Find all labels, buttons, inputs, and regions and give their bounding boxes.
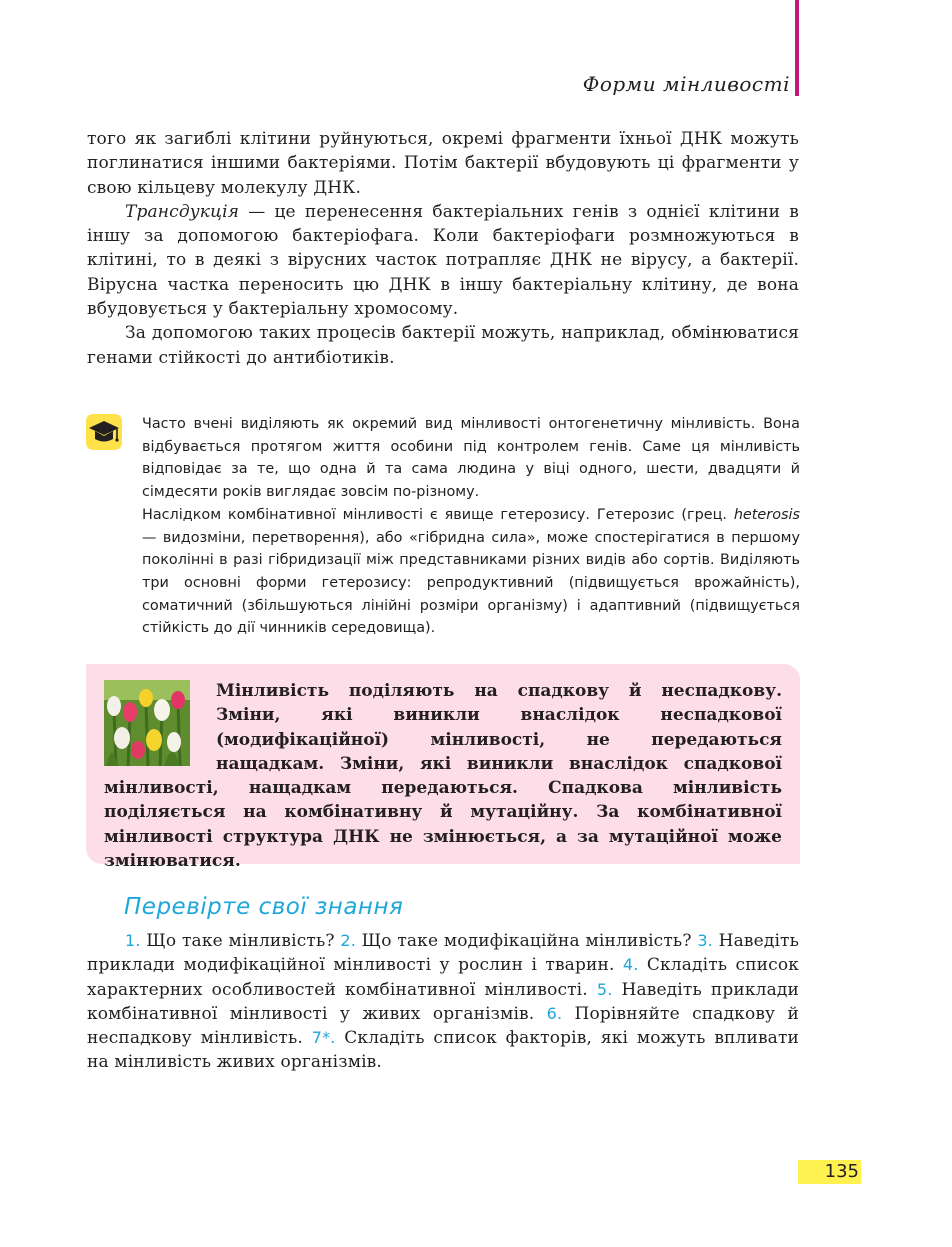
summary-text xyxy=(104,679,782,873)
section-title: Перевірте свої знання xyxy=(124,894,404,920)
question-text: Порівняйте спадкову й неспадкову мінливість. xyxy=(87,1003,799,1049)
side-note xyxy=(142,413,800,640)
question-number: 3. xyxy=(697,931,713,950)
review-questions xyxy=(87,929,799,1075)
question-number: 7*. xyxy=(311,1028,336,1048)
main-text xyxy=(87,127,799,370)
question-text: Складіть список факторів, які можуть впливати на мінливість живих організмів. xyxy=(87,1028,799,1073)
question-number: 5. xyxy=(596,979,613,999)
question-number: 2. xyxy=(340,931,356,950)
question-number: 1. xyxy=(125,931,141,950)
transduction-definition: — це перенесення бактеріальних генів з однієї клітини в іншу за допомогою бактеріофага. Коли бактеріофаги розмножуються в клітині, то в деякі з вірусних часток потрапляє ДНК не вірусу, а бактерії. Вірусна частка переносить цю ДНК в іншу бактеріальну клітину, де вона вбудовується у бактеріальну хромосому. xyxy=(87,201,799,320)
term-transduction: Трансдукція xyxy=(125,201,240,222)
question-text: Складіть список характерних особливостей комбінативної мінливості. xyxy=(87,955,799,1000)
question-text: Наведіть приклади модифікаційної мінливості у рослин і тварин. xyxy=(87,931,799,976)
note-heterosis: Наслідком комбінативної мінливості є явище гетерозису. Гетерозис (грец. heterosis — видозміни, перетворення), або «гібридна сила», може спостерігатися в першому поколінні в разі гібридизації між представниками різних видів або сортів. Виділяють три основні форми гетерозису: репродуктивний (підвищується врожайність), соматичний (збільшуються лінійні розміри організму) і адаптивний (підвищується стійкість до дії чинників середовища). xyxy=(142,506,800,637)
paragraph-continuation: того як загиблі клітини руйнуються, окремі фрагменти їхньої ДНК можуть поглинатися іншими бактеріями. Потім бактерії вбудовують ці фрагменти у свою кільцеву молекулу ДНК. xyxy=(87,129,799,198)
summary-paragraph: Мінливість поділяють на спадкову й неспадкову. Зміни, які виникли внаслідок неспадкової (модифікаційної) мінливості, не передаються нащадкам. Зміни, які виникли внаслідок спадкової мінливості, нащадкам передаються. Спадкова мінливість поділяється на комбінативну й мутаційну. За комбінативної мінливості структура ДНК не змінюється, а за мутаційної може змінюватися. xyxy=(104,681,782,872)
question-number: 4. xyxy=(622,955,639,975)
question-number: 6. xyxy=(546,1003,563,1023)
question-text: Що таке мінливість? xyxy=(140,931,341,951)
paragraph-antibiotics: За допомогою таких процесів бактерії можуть, наприклад, обмінюватися генами стійкості до антибіотиків. xyxy=(87,323,799,368)
note-ontogenetic: Часто вчені виділяють як окремий вид мінливості онтогенетичну мінливість. Вона відбувається протягом життя особини під контролем генів. Саме ця мінливість відповідає за те, що одна й та сама людина у віці одного, шести, двадцяти й сімдесяти років виглядає зовсім по-різному. xyxy=(142,416,800,501)
latin-term: heterosis xyxy=(733,506,800,523)
question-text: Наведіть приклади комбінативної мінливості у живих організмів. xyxy=(87,979,799,1024)
graduation-cap-icon xyxy=(86,414,122,450)
running-header-title: Форми мінливості xyxy=(582,72,790,96)
page-number: 135 xyxy=(824,1161,859,1182)
paragraph-transduction xyxy=(87,200,799,321)
header-accent-bar xyxy=(795,0,799,96)
question-text: Що таке модифікаційна мінливість? xyxy=(355,931,698,951)
